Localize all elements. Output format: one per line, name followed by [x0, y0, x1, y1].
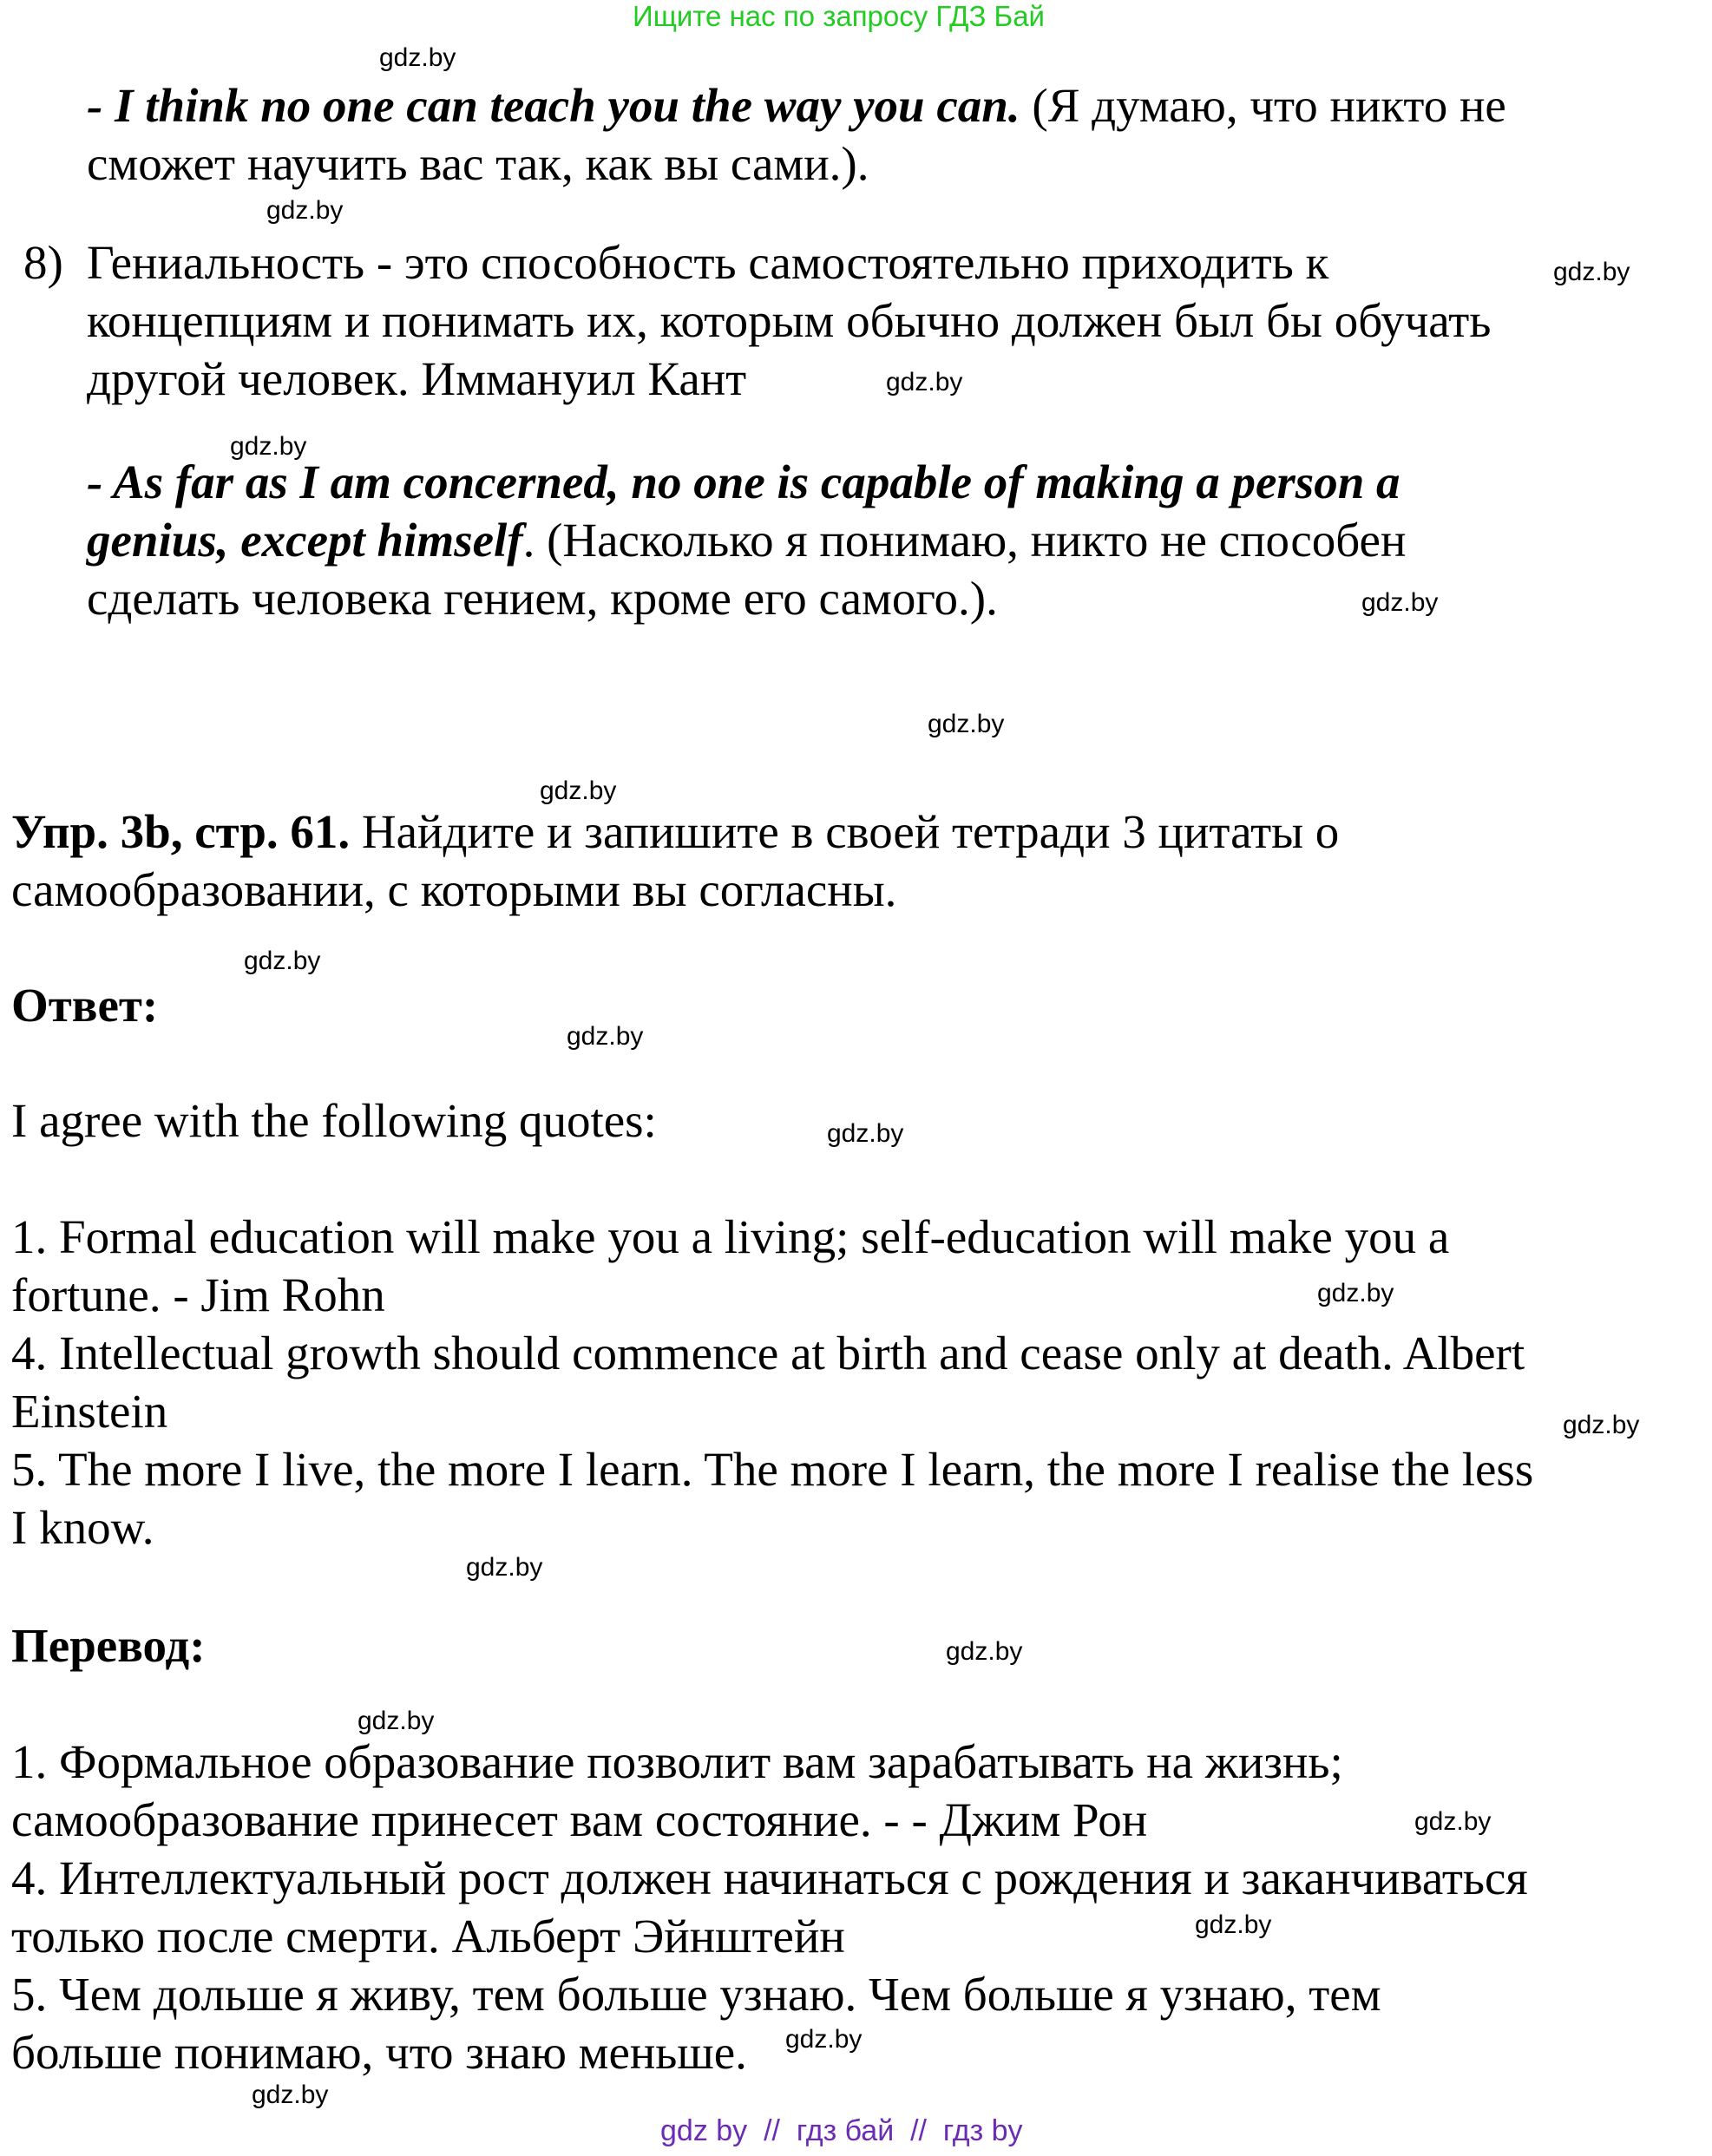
- item-8-line-3: другой человек. Иммануил Кант: [87, 352, 747, 405]
- watermark: gdz.by: [266, 196, 344, 225]
- item-8-translation-end: сделать человека гением, кроме его самого.).: [87, 572, 998, 625]
- watermark: gdz.by: [379, 43, 456, 72]
- answer-intro: I agree with the following quotes:: [11, 1094, 657, 1147]
- watermark: gdz.by: [1361, 588, 1439, 617]
- answer-heading: Ответ:: [11, 979, 159, 1032]
- task-text: Найдите и запишите в своей тетради 3 цитаты о: [350, 805, 1340, 858]
- watermark: gdz.by: [1553, 258, 1630, 286]
- translation-line: 5. Чем дольше я живу, тем больше узнаю. Чем больше я узнаю, тем: [11, 1968, 1381, 2021]
- item-8-translation: . (Насколько я понимаю, никто не способен: [522, 514, 1407, 567]
- watermark: gdz.by: [466, 1553, 543, 1582]
- item-8-english-line-1: - As far as I am concerned, no one is capable of making a person a: [87, 455, 1400, 508]
- answer-line: Einstein: [11, 1385, 168, 1438]
- task-line-2: самообразовании, с которыми вы согласны.: [11, 863, 897, 916]
- watermark: gdz.by: [827, 1119, 904, 1148]
- watermark: gdz.by: [230, 432, 307, 461]
- item-8-english-line-2: [87, 511, 1406, 569]
- watermark: gdz.by: [946, 1637, 1023, 1666]
- watermark: gdz.by: [1317, 1279, 1394, 1307]
- watermark: gdz.by: [928, 710, 1005, 738]
- watermark: gdz.by: [886, 368, 963, 396]
- task-label: Упр. 3b, стр. 61.: [11, 805, 351, 858]
- watermark: gdz.by: [785, 2025, 863, 2054]
- item-8-line-1: Гениальность - это способность самостоятельно приходить к: [87, 236, 1329, 289]
- item-8-line-2: концепциям и понимать их, которым обычно должен был бы обучать: [87, 294, 1492, 347]
- watermark: gdz.by: [540, 777, 617, 805]
- quote-7-translation: (Я думаю, что никто не: [1020, 79, 1506, 132]
- translation-line: 1. Формальное образование позволит вам зарабатывать на жизнь;: [11, 1735, 1343, 1788]
- item-8-english-end: genius, except himself: [87, 514, 523, 567]
- watermark: gdz.by: [1414, 1807, 1492, 1836]
- answer-line: I know.: [11, 1501, 154, 1554]
- answer-line: fortune. - Jim Rohn: [11, 1268, 385, 1321]
- footer-links[interactable]: gdz by // гдз бай // гдз by: [660, 2114, 1023, 2147]
- watermark: gdz.by: [252, 2081, 329, 2109]
- translation-line: самообразование принесет вам состояние. - - Джим Рон: [11, 1793, 1148, 1846]
- quote-7-line-2: сможет научить вас так, как вы сами.).: [87, 137, 869, 190]
- translation-line: 4. Интеллектуальный рост должен начинаться с рождения и заканчиваться: [11, 1851, 1528, 1904]
- quote-7-line-1: [87, 76, 1506, 134]
- translation-line: только после смерти. Альберт Эйнштейн: [11, 1910, 845, 1963]
- answer-line: 5. The more I live, the more I learn. The more I learn, the more I realise the less: [11, 1443, 1534, 1496]
- answer-line: 1. Formal education will make you a living; self-education will make you a: [11, 1210, 1450, 1263]
- watermark: gdz.by: [1195, 1910, 1272, 1939]
- item-number: 8): [23, 236, 63, 289]
- search-banner: Ищите нас по запросу ГДЗ Бай: [633, 0, 1045, 32]
- watermark: gdz.by: [567, 1022, 644, 1051]
- answer-line: 4. Intellectual growth should commence at birth and cease only at death. Albert: [11, 1327, 1525, 1379]
- task-line-1: [11, 803, 1339, 861]
- watermark: gdz.by: [244, 947, 321, 975]
- watermark: gdz.by: [1563, 1411, 1640, 1439]
- quote-7-english: - I think no one can teach you the way you can.: [87, 79, 1020, 132]
- watermark: gdz.by: [357, 1707, 435, 1735]
- translation-line: больше понимаю, что знаю меньше.: [11, 2026, 747, 2079]
- translation-heading: Перевод:: [11, 1619, 206, 1672]
